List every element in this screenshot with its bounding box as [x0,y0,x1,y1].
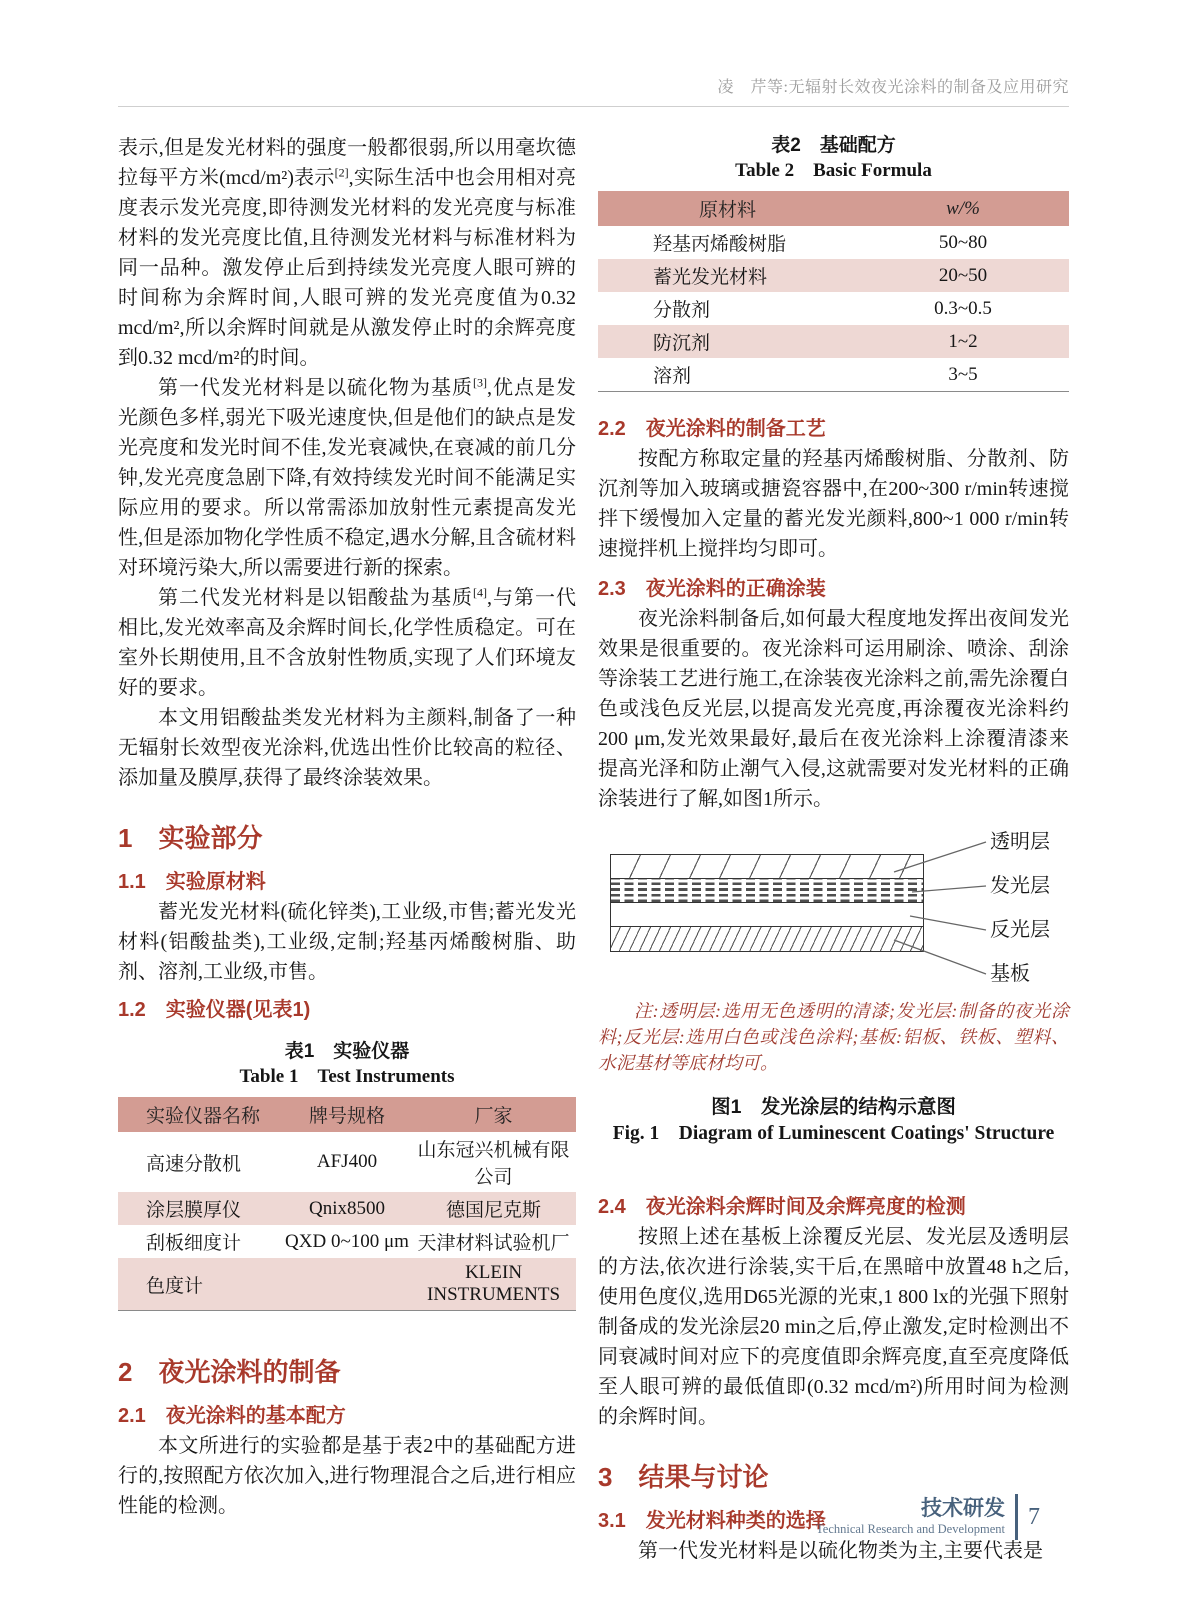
footer-divider [1015,1494,1018,1540]
paragraph: 按配方称取定量的羟基丙烯酸树脂、分散剂、防沉剂等加入玻璃或搪瓷容器中,在200~300 r/min转速搅拌下缓慢加入定量的蓄光发光颜料,800~1 000 r/min转速搅拌机上搅拌均匀即可。 [598,448,1069,560]
paragraph: 夜光涂料制备后,如何最大程度地发挥出夜间发光效果是很重要的。夜光涂料可运用刷涂、喷涂、刮涂等涂装工艺进行施工,在涂装夜光涂料之前,需先涂覆白色或浅色反光层,以提高发光亮度,再涂覆夜光涂料约200 μm,发光效果最好,最后在夜光涂料上涂覆清漆来提高光泽和防止潮气入侵,这就需要对发光材料的正确涂装进行了解,如图1所示。 [598,608,1069,810]
subsection-heading-1-1: 1.1 实验原材料 [118,871,266,893]
table-cell: 天津材料试验机厂 [417,1233,570,1254]
table-cell [283,1258,411,1311]
table-row [598,259,1069,292]
table-cell: 色度计 [118,1258,283,1311]
figure-caption-en: Fig. 1 Diagram of Luminescent Coatings' Structure [612,1123,1055,1144]
table-cell: 高速分散机 [146,1153,242,1175]
table-header-cell: 厂家 [411,1097,576,1132]
table-row [118,1258,576,1311]
table-cell: 分散剂 [653,300,711,321]
table-cell: 溶剂 [653,366,692,387]
table-header-row [598,191,1069,226]
table2-captions [598,133,1069,184]
paragraph: 本文用铝酸盐类发光材料为主颜料,制备了一种无辐射长效型夜光涂料,优选出性价比较高的粒径、添加量及膜厚,获得了最终涂装效果。 [118,707,576,789]
paragraph: 按照上述在基板上涂覆反光层、发光层及透明层的方法,依次进行涂装,实干后,在黑暗中放置48 h之后,使用色度仪,选用D65光源的光束,1 800 lx的光强下照射制备成的发光涂层20 min之后,停止激发,定时检测出不同衰减时间对应下的亮度值即余辉亮度,直至亮度降低至人眼可辨的最低值即(0.32 mcd/m²)所用时间为检测的余辉时间。 [598,1226,1069,1428]
table-row [118,1225,576,1258]
table-header-row [118,1097,576,1132]
section-heading-1: 1 实验部分 [118,823,263,853]
table-cell: AFJ400 [316,1151,378,1172]
table-cell: KLEIN INSTRUMENTS [411,1258,576,1311]
table-cell: 防沉剂 [598,325,857,358]
table-header-cell: 原材料 [598,191,857,226]
table-header-cell: w/% [857,191,1069,226]
footer-section-en: Technical Research and Development [816,1522,1005,1536]
table1-caption-cn: 表1 实验仪器 [284,1041,410,1062]
paragraph: 第二代发光材料是以铝酸盐为基质[4],与第一代相比,发光效率高及余辉时间长,化学性质稳定。可在室外长期使用,且不含放射性物质,实现了人们环境友好的要求。 [118,585,576,699]
subsection-heading-1-2: 1.2 实验仪器(见表1) [118,999,311,1021]
page-footer [816,1494,1040,1540]
section-heading-2: 2 夜光涂料的制备 [118,1357,341,1387]
figure-label: 发光层 [990,875,1050,897]
subsection-heading-2-1: 2.1 夜光涂料的基本配方 [118,1405,346,1427]
subsection-heading-2-3: 2.3 夜光涂料的正确涂装 [598,578,826,600]
table-header-cell: 牌号规格 [283,1097,411,1132]
figure-caption-cn: 图1 发光涂层的结构示意图 [711,1096,956,1118]
running-header [118,0,1069,107]
table-header-cell: 实验仪器名称 [118,1097,283,1132]
table-cell: 1~2 [857,325,1069,358]
table-row [598,226,1069,259]
footer-section-cn: 技术研发 [921,1497,1005,1520]
two-column-body [118,133,1069,1566]
paragraph: 第一代发光材料是以硫化物类为主,主要代表是 [638,1540,1043,1562]
figure-label: 透明层 [990,831,1050,853]
table-cell: 山东冠兴机械有限公司 [417,1140,570,1188]
running-title: 凌 芹等:无辐射长效夜光涂料的制备及应用研究 [717,79,1069,96]
figure-diagram [598,828,1069,988]
table-row [598,325,1069,358]
table-row [118,1132,576,1192]
page-number: 7 [1028,1503,1040,1530]
paragraph: 第一代发光材料是以硫化物为基质[3],优点是发光颜色多样,弱光下吸光速度快,但是他们的缺点是发光亮度和发光时间不佳,发光衰减快,在衰减的前几分钟,发光亮度急剧下降,有效持续发光时间不能满足实际应用的要求。所以常需添加放射性元素提高发光性,但是添加物化学性质不稳定,遇水分解,且含硫材料对环境污染大,所以需要进行新的探索。 [118,375,576,579]
table-cell: 20~50 [857,259,1069,292]
table-row [598,292,1069,325]
subsection-heading-2-4: 2.4 夜光涂料余辉时间及余辉亮度的检测 [598,1196,966,1218]
table-cell: 3~5 [948,363,978,385]
paragraph: 本文所进行的实验都是基于表2中的基础配方进行的,按照配方依次加入,进行物理混合之后,进行相应性能的检测。 [118,1435,576,1517]
table-row [598,358,1069,392]
column-right [598,133,1069,1566]
footer-section-title [816,1497,1005,1537]
figure-label: 基板 [990,963,1030,985]
table-cell: 50~80 [938,231,988,253]
table-cell: 德国尼克斯 [411,1192,576,1225]
table-row [118,1192,576,1225]
table-cell: 羟基丙烯酸树脂 [653,234,787,255]
table2-caption-cn: 表2 基础配方 [771,135,896,156]
table-cell: 0.3~0.5 [934,297,992,319]
subsection-heading-3-1: 3.1 发光材料种类的选择 [598,1510,826,1532]
table2-caption-en: Table 2 Basic Formula [735,160,932,181]
table-cell: 刮板细度计 [146,1233,242,1254]
table-cell: QXD 0~100 μm [285,1230,409,1252]
section-heading-3: 3 结果与讨论 [598,1462,769,1492]
instrument-table [118,1097,576,1311]
table-cell: 蓄光发光材料 [598,259,857,292]
table1-caption-en: Table 1 Test Instruments [239,1066,455,1087]
table-cell: 涂层膜厚仪 [118,1192,283,1225]
figure-note: 注:透明层:选用无色透明的清漆;发光层:制备的夜光涂料;反光层:选用白色或浅色涂料;基板:铝板、铁板、塑料、水泥基材等底材均可。 [598,1001,1069,1073]
figure-captions [598,1094,1069,1148]
figure-label: 反光层 [990,919,1050,941]
paragraph: 蓄光发光材料(硫化锌类),工业级,市售;蓄光发光材料(铝酸盐类),工业级,定制;羟基丙烯酸树脂、助剂、溶剂,工业级,市售。 [118,901,576,983]
paragraph: 表示,但是发光材料的强度一般都很弱,所以用毫坎德拉每平方米(mcd/m²)表示[2],实际生活中也会用相对亮度表示发光亮度,即待测发光材料的发光亮度与标准材料的发光亮度比值,且待测发光材料与标准材料为同一品种。激发停止后到持续发光亮度人眼可辨的时间称为余辉时间,人眼可辨的发光亮度值为0.32 mcd/m²,所以余辉时间就是从激发停止时的余辉亮度到0.32 mcd/m²的时间。 [118,137,576,369]
column-left [118,133,576,1566]
formula-table [598,191,1069,392]
table1-captions [118,1039,576,1090]
subsection-heading-2-2: 2.2 夜光涂料的制备工艺 [598,418,826,440]
table-cell: Qnix8500 [283,1192,411,1225]
